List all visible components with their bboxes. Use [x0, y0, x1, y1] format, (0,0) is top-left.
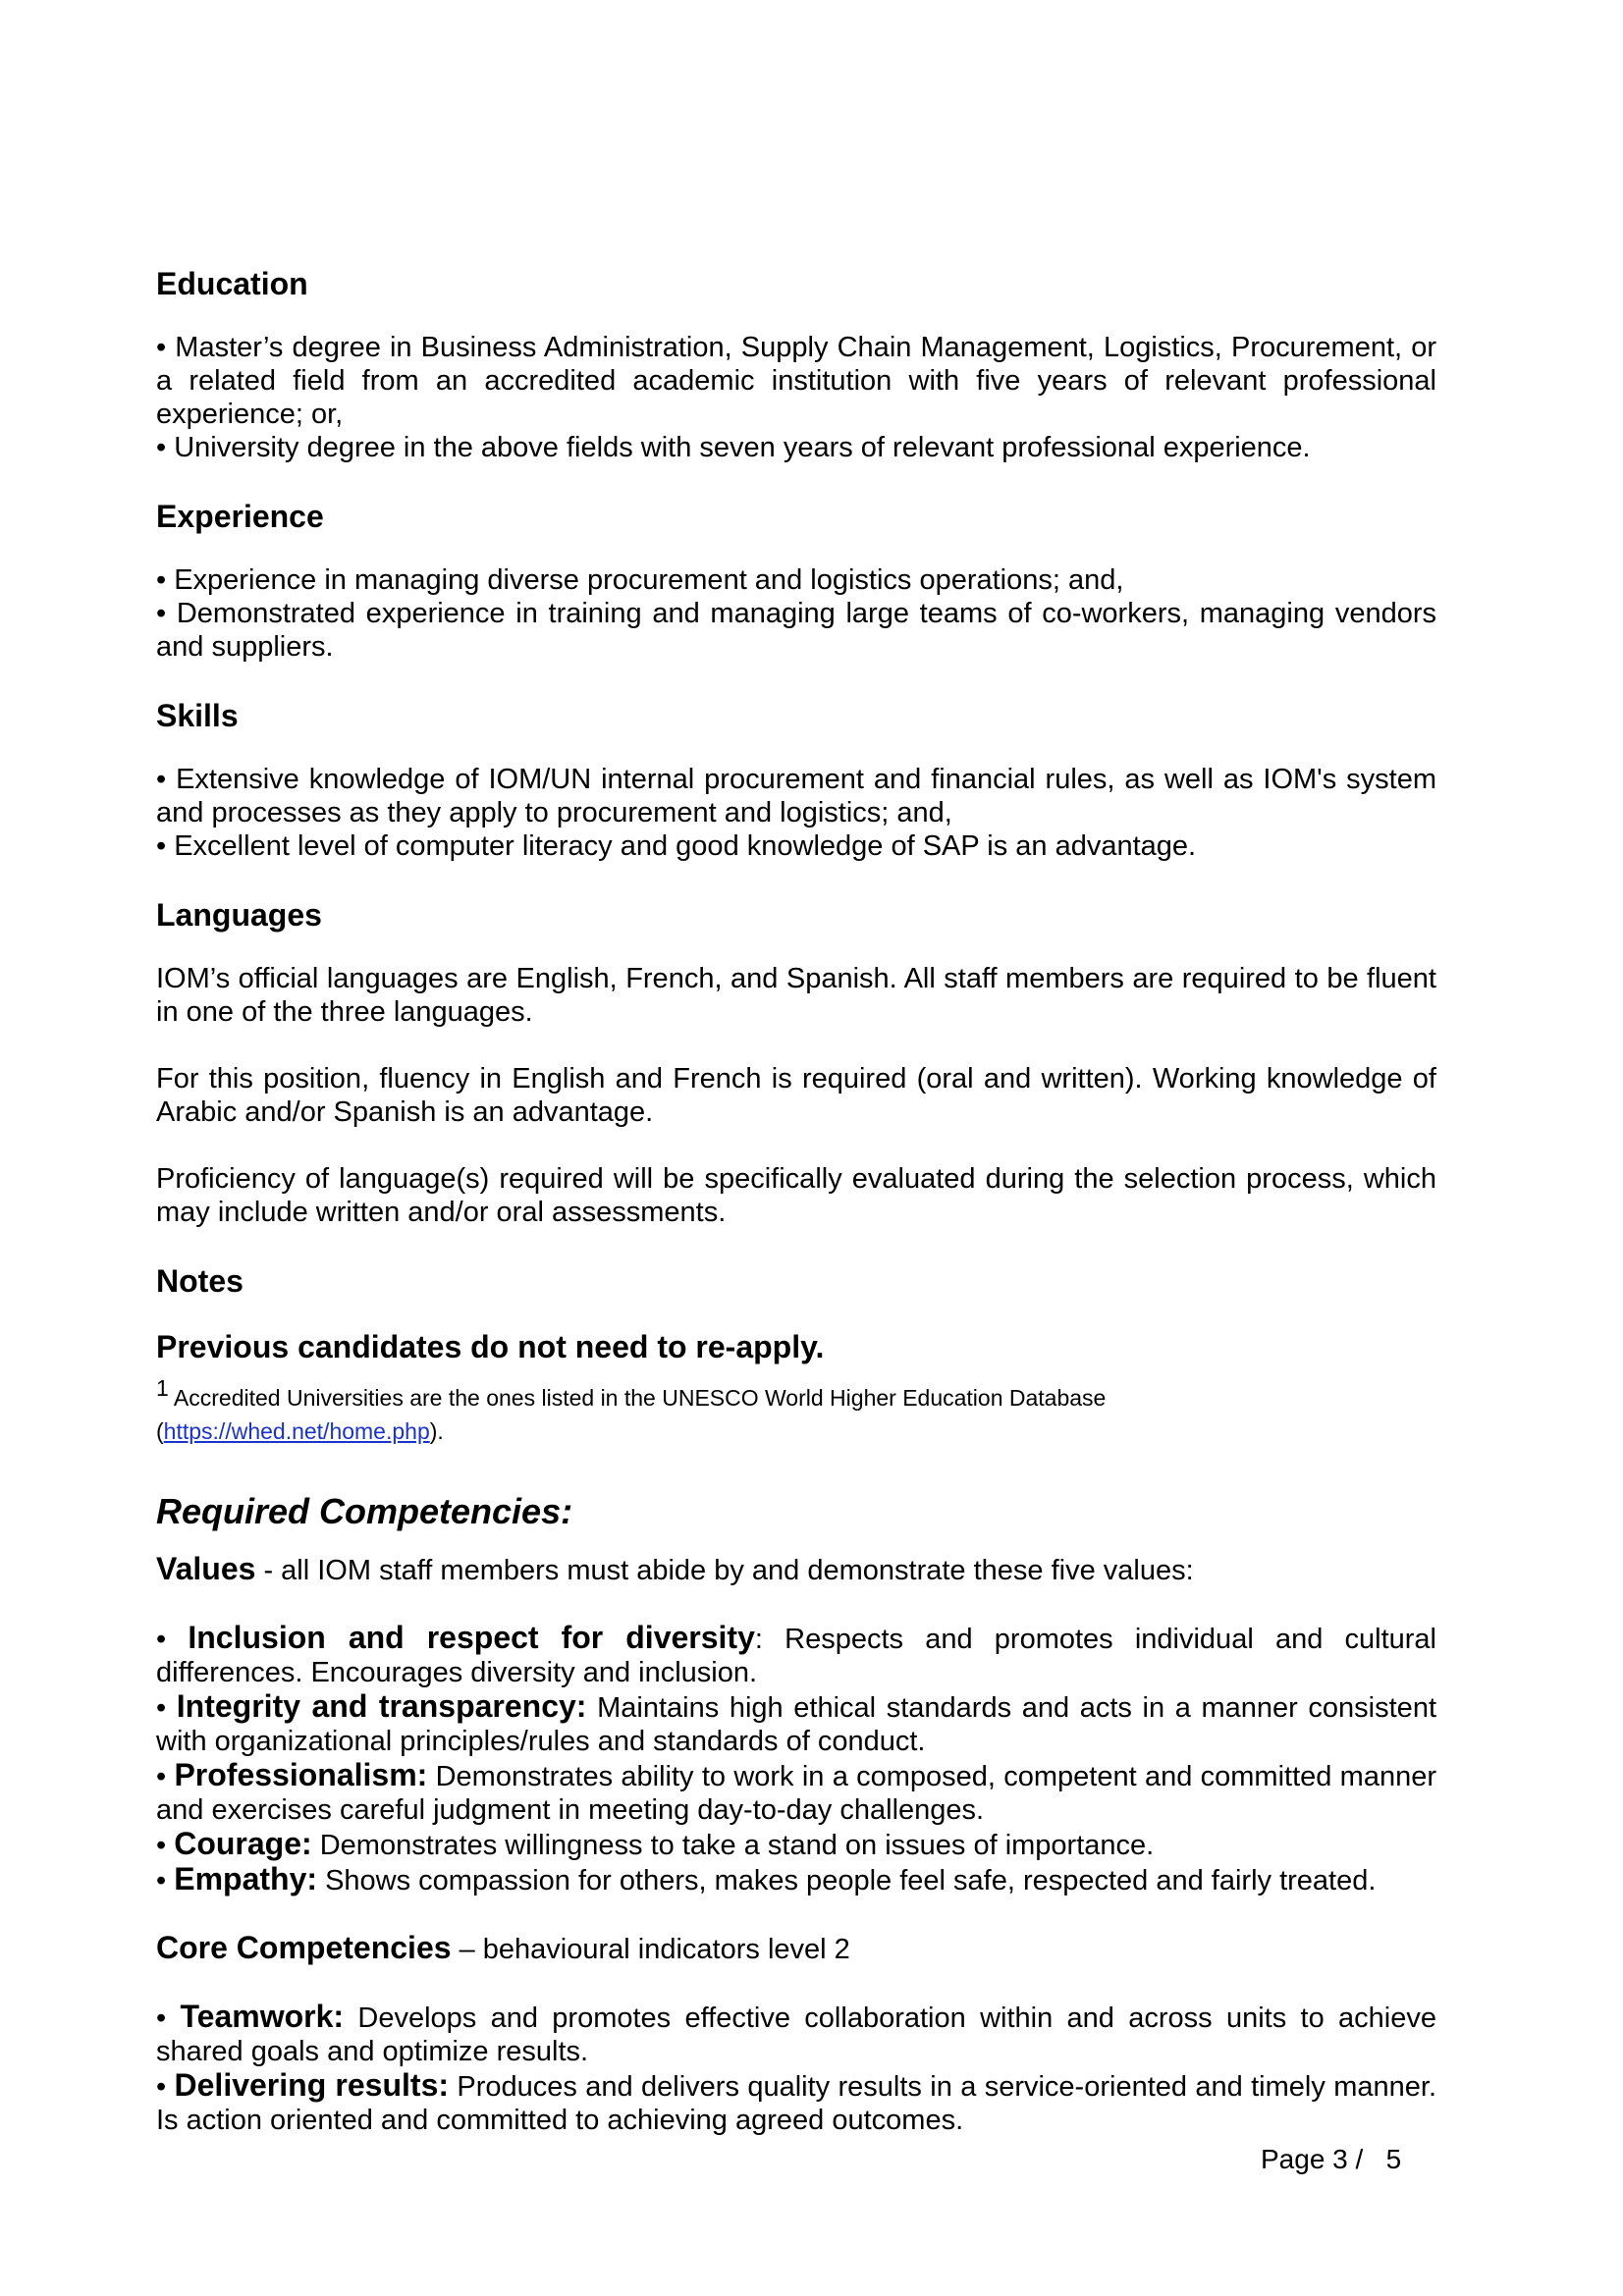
education-heading: Education — [156, 266, 308, 301]
value-item — [156, 1621, 1436, 1689]
value-name: Empathy: — [174, 1861, 318, 1896]
core-name: Delivering results: — [174, 2067, 450, 2103]
value-item — [156, 1827, 1436, 1862]
whed-link[interactable]: https://whed.net/home.php — [163, 1418, 430, 1444]
separator — [344, 2002, 357, 2034]
values-lead: Values — [156, 1551, 256, 1586]
core-text: Produces and delivers quality results in a service-oriented and timely manner. Is action oriented and committed to achieving agreed outcomes. — [156, 2071, 1436, 2136]
footnote — [156, 1375, 1436, 1415]
separator: : — [754, 1624, 785, 1655]
bullet: • — [156, 1761, 175, 1792]
core-intro: – behavioural indicators level 2 — [451, 1934, 850, 1965]
footnote-link-line — [156, 1415, 1436, 1448]
value-item — [156, 1689, 1436, 1758]
languages-paragraph: IOM’s official languages are English, French, and Spanish. All staff members are required to be fluent in one of the three languages. — [156, 963, 1436, 1028]
bullet: • — [156, 1692, 177, 1724]
bullet: • — [156, 2071, 175, 2103]
core-intro-line — [156, 1931, 1436, 1966]
value-name: Integrity and transparency: — [176, 1688, 587, 1724]
footnote-text: Accredited Universities are the ones listed in the UNESCO World Higher Education Database — [168, 1385, 1107, 1411]
languages-paragraph: For this position, fluency in English and French is required (oral and written). Working knowledge of Arabic and/or Spanish is an advantage. — [156, 1063, 1436, 1128]
bullet: • — [156, 1830, 175, 1861]
value-text: Demonstrates ability to work in a composed, competent and committed manner and exercises careful judgment in meeting day-to-day challenges. — [156, 1761, 1436, 1826]
education-item: • Master’s degree in Business Administration, Supply Chain Management, Logistics, Procurement, or a related field from an accredited academic institution with five years of relevant professional experience; or, — [156, 332, 1436, 430]
experience-heading: Experience — [156, 499, 324, 534]
education-item: • University degree in the above fields with seven years of relevant professional experience. — [156, 432, 1311, 463]
languages-paragraph: Proficiency of language(s) required will be specifically evaluated during the selection process, which may include written and/or oral assessments. — [156, 1163, 1436, 1228]
skills-heading: Skills — [156, 698, 239, 733]
bullet: • — [156, 1865, 175, 1896]
separator — [312, 1830, 320, 1861]
separator — [586, 1692, 597, 1724]
values-list — [156, 1621, 1436, 1897]
bullet: • — [156, 2002, 181, 2034]
page-number: Page 3 / 5 — [1261, 2144, 1402, 2174]
value-text: Demonstrates willingness to take a stand on issues of importance. — [319, 1830, 1155, 1861]
core-text: Develops and promotes effective collaboration within and across units to achieve shared goals and optimize results. — [156, 2002, 1437, 2067]
skills-item: • Excellent level of computer literacy and good knowledge of SAP is an advantage. — [156, 830, 1197, 862]
value-text: Respects and promotes individual and cultural differences. Encourages diversity and inclusion. — [156, 1624, 1436, 1688]
required-competencies-title: Required Competencies: — [156, 1491, 573, 1531]
notes-heading: Notes — [156, 1263, 243, 1299]
languages-heading: Languages — [156, 897, 322, 933]
footnote-mark: 1 — [156, 1375, 169, 1401]
value-item — [156, 1862, 1436, 1897]
footnote-close-paren: ). — [429, 1418, 444, 1444]
core-item — [156, 2000, 1436, 2068]
separator — [317, 1865, 325, 1896]
value-name: Courage: — [174, 1826, 312, 1861]
bullet: • — [156, 1624, 189, 1655]
core-list — [156, 2000, 1436, 2137]
value-text: Maintains high ethical standards and acts in a manner consistent with organizational principles/rules and standards of conduct. — [156, 1692, 1436, 1757]
separator — [427, 1761, 435, 1792]
values-intro: - all IOM staff members must abide by and demonstrate these five values: — [255, 1555, 1194, 1586]
values-intro-line — [156, 1552, 1436, 1587]
skills-item: • Extensive knowledge of IOM/UN internal procurement and financial rules, as well as IOM's system and processes as they apply to procurement and logistics; and, — [156, 764, 1436, 828]
core-item — [156, 2068, 1436, 2137]
core-lead: Core Competencies — [156, 1930, 452, 1965]
value-name: Inclusion and respect for diversity — [188, 1620, 755, 1655]
value-name: Professionalism: — [174, 1757, 428, 1792]
notes-subheading: Previous candidates do not need to re-apply. — [156, 1329, 825, 1364]
experience-item: • Experience in managing diverse procurement and logistics operations; and, — [156, 564, 1124, 596]
value-text: Shows compassion for others, makes people feel safe, respected and fairly treated. — [325, 1865, 1377, 1896]
value-item — [156, 1758, 1436, 1827]
footnote-open-paren: ( — [156, 1418, 164, 1444]
document-page — [156, 265, 1436, 2137]
core-name: Teamwork: — [180, 1999, 345, 2034]
experience-item: • Demonstrated experience in training and managing large teams of co-workers, managing vendors and suppliers. — [156, 598, 1436, 663]
